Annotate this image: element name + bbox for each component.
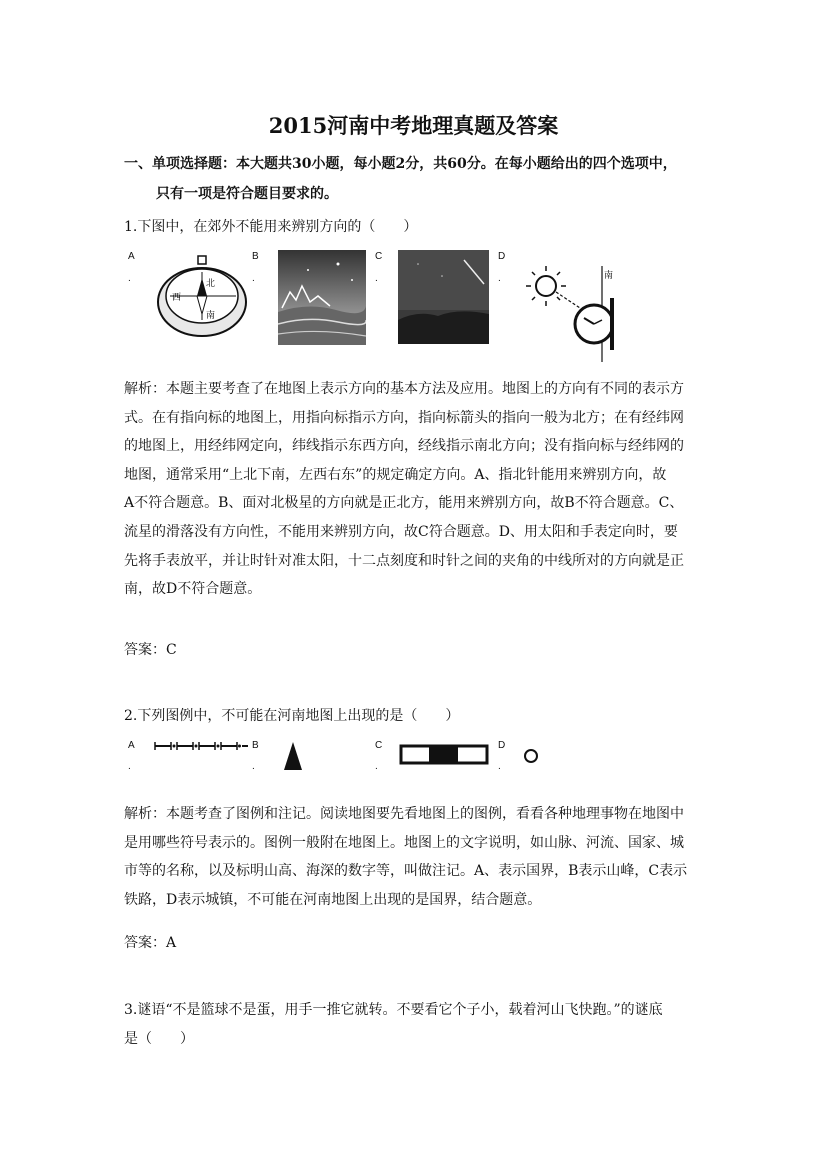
compass-south-label: 南	[206, 311, 216, 321]
town-symbol	[523, 748, 539, 764]
q1-option-c-dot: .	[375, 273, 378, 284]
q1-option-b-dot: .	[252, 273, 255, 284]
q2-option-d-dot: .	[498, 761, 501, 772]
q2-option-b-dot: .	[252, 761, 255, 772]
compass-figure	[156, 252, 250, 340]
compass-north-label: 北	[206, 279, 216, 289]
question-3-stem-line-2: 是（ ）	[124, 1031, 194, 1047]
q1-option-d-dot: .	[498, 273, 501, 284]
mountain-peak-symbol	[282, 740, 304, 772]
q1-option-a-dot: .	[128, 273, 131, 284]
q1-analysis-line: 先将手表放平，并让时针对准太阳，十二点刻度和时针之间的夹角的中线所对的方向就是正	[124, 552, 684, 569]
railway-symbol	[399, 743, 489, 767]
question-3-stem-line-1: 3.谜语“不是篮球不是蛋，用手一推它就转。不要看它个子小，载着河山飞快跑。”的谜底	[124, 1002, 663, 1018]
q1-option-c-letter: C	[375, 251, 383, 262]
q1-analysis-line: 式。在有指向标的地图上，用指向标指示方向，指向标箭头的指向一般为北方；在有经纬网	[124, 409, 684, 426]
meteor-figure	[398, 250, 489, 344]
q1-analysis-line: 解析：本题主要考查了在地图上表示方向的基本方法及应用。地图上的方向有不同的表示方	[124, 381, 684, 397]
section-header-line-2: 只有一项是符合题目要求的。	[156, 186, 338, 202]
q2-option-d-letter: D	[498, 740, 506, 751]
q2-option-b-letter: B	[252, 740, 259, 751]
q2-option-a-letter: A	[128, 740, 135, 751]
page-title: 2015河南中考地理真题及答案	[268, 113, 559, 138]
section-header	[124, 149, 704, 209]
q1-option-d-letter: D	[498, 251, 506, 262]
compass-west-label: 西	[172, 293, 182, 303]
question-2-analysis	[124, 800, 708, 914]
q1-analysis-line: 的地图上，用经纬网定向，纬线指示东西方向，经线指示南北方向；没有指向标与经纬网的	[124, 438, 684, 455]
q1-analysis-line: 南，故D不符合题意。	[124, 581, 262, 598]
question-1-answer: 答案：C	[124, 642, 177, 658]
question-1-analysis	[124, 375, 708, 604]
question-2-answer: 答案：A	[124, 935, 177, 951]
question-1-stem: 1.下图中，在郊外不能用来辨别方向的（ ）	[124, 219, 418, 235]
q1-analysis-line: 地图，通常采用“上北下南，左西右东”的规定确定方向。A、指北针能用来辨别方向，故	[124, 466, 667, 483]
q2-analysis-line: 铁路，D表示城镇，不可能在河南地图上出现的是国界，结合题意。	[124, 891, 542, 908]
q2-option-a-dot: .	[128, 761, 131, 772]
q2-option-c-dot: .	[375, 761, 378, 772]
q2-analysis-line: 市等的名称，以及标明山高、海深的数字等，叫做注记。A、表示国界，B表示山峰，C表示	[124, 863, 688, 880]
border-line-symbol	[153, 740, 249, 752]
q2-option-c-letter: C	[375, 740, 383, 751]
question-2-stem: 2.下列图例中，不可能在河南地图上出现的是（ ）	[124, 708, 460, 724]
q1-analysis-line: A不符合题意。B、面对北极星的方向就是正北方，能用来辨别方向，故B不符合题意。C、	[124, 495, 684, 512]
q2-analysis-line: 解析：本题考查了图例和注记。阅读地图要先看地图上的图例，看看各种地理事物在地图中	[124, 806, 684, 822]
sun-watch-figure	[522, 262, 614, 362]
q1-analysis-line: 流星的滑落没有方向性，不能用来辨别方向，故C符合题意。D、用太阳和手表定向时，要	[124, 523, 678, 540]
north-star-figure	[278, 250, 366, 345]
q1-option-a-letter: A	[128, 251, 135, 262]
q1-option-b-letter: B	[252, 251, 259, 262]
q2-analysis-line: 是用哪些符号表示的。图例一般附在地图上。地图上的文字说明，如山脉、河流、国家、城	[124, 834, 684, 851]
section-header-line-1: 一、单项选择题：本大题共30小题，每小题2分，共60分。在每小题给出的四个选项中，	[124, 156, 677, 172]
sun-watch-south-label: 南	[604, 271, 614, 281]
